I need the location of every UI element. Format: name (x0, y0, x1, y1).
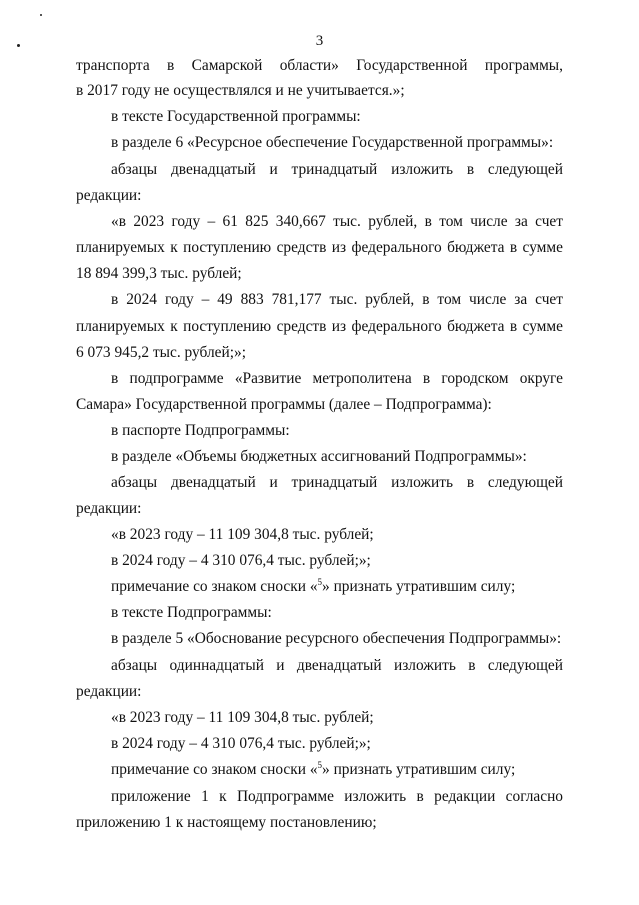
text-line: в тексте Подпрограммы: (111, 604, 272, 621)
footnote-mark: 5 (317, 577, 323, 587)
text-line: в 2024 году – 4 310 076,4 тыс. рублей;»; (111, 735, 371, 752)
text-line: в разделе 5 «Обоснование ресурсного обеспечения Подпрограммы»: (111, 630, 562, 647)
text-line: абзацы одиннадцатый и двенадцатый изложить в следующей (111, 657, 563, 674)
text-line: абзацы двенадцатый и тринадцатый изложить в следующей (111, 474, 563, 491)
text-line: 18 894 399,3 тыс. рублей; (76, 265, 242, 282)
text-line: в 2017 году не осуществлялся и не учитывается.»; (76, 82, 405, 99)
text-line: приложению 1 к настоящему постановлению; (76, 814, 377, 831)
text-line: планируемых к поступлению средств из федерального бюджета в сумме (76, 318, 563, 335)
text-line: в подпрограмме «Развитие метрополитена в городском округе (111, 370, 563, 387)
text-line: в 2024 году – 4 310 076,4 тыс. рублей;»; (111, 552, 371, 569)
text-line: редакции: (76, 683, 142, 700)
page-number: 3 (315, 33, 324, 49)
text-line: 6 073 945,2 тыс. рублей;»; (76, 344, 246, 361)
text-line: планируемых к поступлению средств из федерального бюджета в сумме (76, 239, 563, 256)
text-line: «в 2023 году – 11 109 304,8 тыс. рублей; (111, 526, 374, 543)
scan-speck (40, 14, 42, 16)
text-line: примечание со знаком сноски «$^5$» признать утратившим силу; (111, 760, 516, 778)
text-line: абзацы двенадцатый и тринадцатый изложить в следующей (111, 161, 563, 178)
text-line: приложение 1 к Подпрограмме изложить в редакции согласно (111, 788, 563, 805)
text-line: «в 2023 году – 11 109 304,8 тыс. рублей; (111, 709, 374, 726)
text-line: Самара» Государственной программы (далее – Подпрограмма): (76, 396, 492, 413)
text-line: в паспорте Подпрограммы: (111, 422, 290, 439)
text-line: примечание со знаком сноски «$^5$» признать утратившим силу; (111, 577, 516, 595)
text-line: в 2024 году – 49 883 781,177 тыс. рублей, в том числе за счет (111, 291, 563, 308)
text-line: «в 2023 году – 61 825 340,667 тыс. рублей, в том числе за счет (111, 213, 563, 230)
text-line: редакции: (76, 500, 142, 517)
text-line: в разделе 6 «Ресурсное обеспечение Государственной программы»: (111, 134, 554, 151)
text-line: редакции: (76, 187, 142, 204)
text-line: транспорта в Самарской области» Государственной программы, (76, 57, 563, 74)
text-line: в тексте Государственной программы: (111, 108, 361, 125)
footnote-mark: 5 (317, 760, 323, 770)
text-line: в разделе «Объемы бюджетных ассигнований Подпрограммы»: (111, 448, 527, 465)
